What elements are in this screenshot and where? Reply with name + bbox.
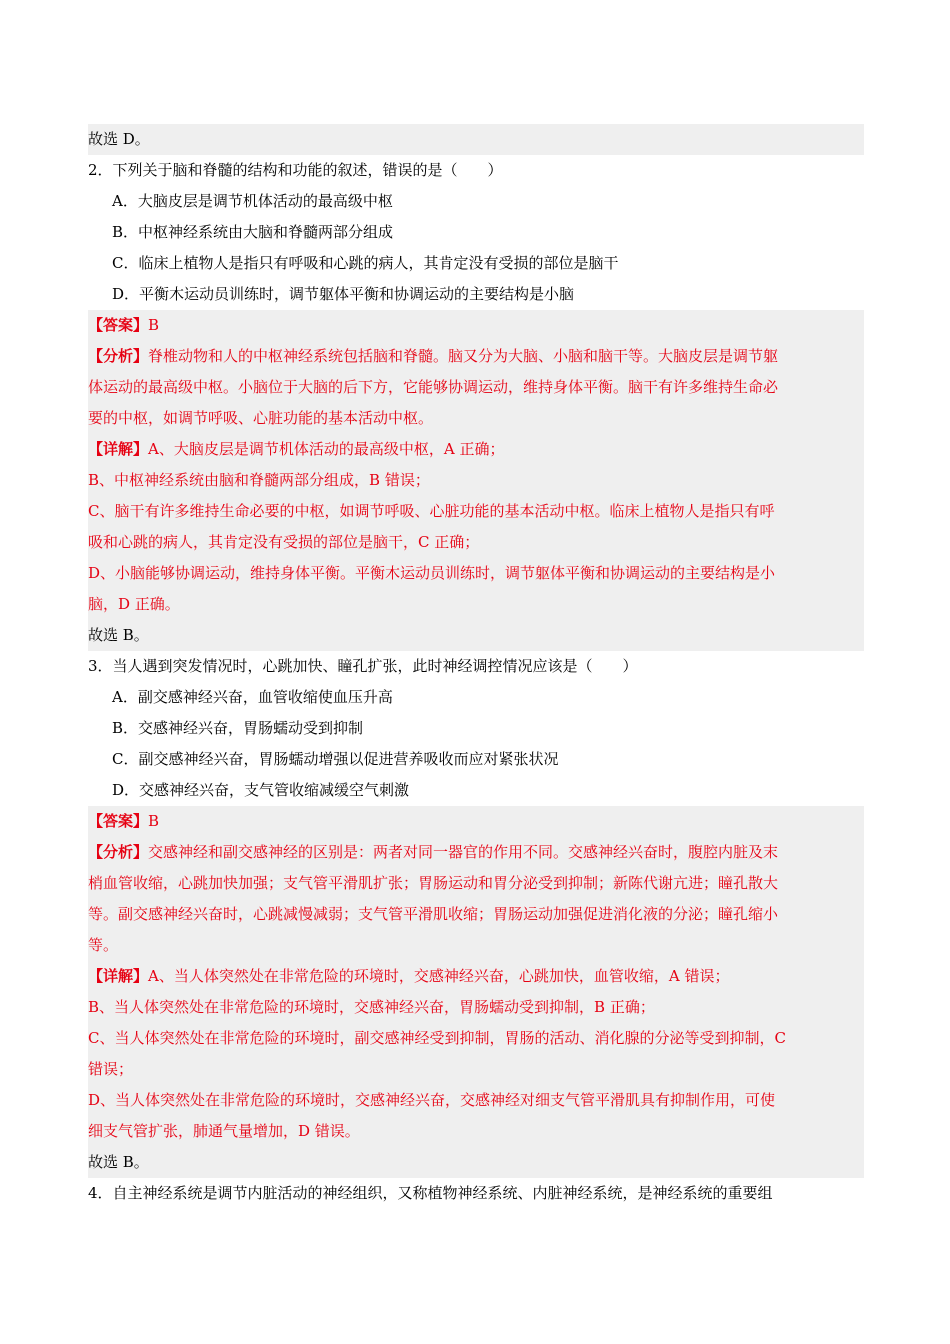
- question-2-detail-line: C、脑干有许多维持生命必要的中枢，如调节呼吸、心脏功能的基本活动中枢。临床上植物人是指只有呼: [88, 502, 775, 520]
- question-3-option-a: A．副交感神经兴奋，血管收缩使血压升高: [112, 688, 393, 706]
- question-2-conclusion: 故选 B。: [88, 626, 149, 644]
- question-2-option-a: A．大脑皮层是调节机体活动的最高级中枢: [112, 192, 393, 210]
- question-3-stem: 3．当人遇到突发情况时，心跳加快、瞳孔扩张，此时神经调控情况应该是（ ）: [88, 657, 638, 675]
- detail-tag: 【详解】: [88, 440, 149, 458]
- question-3-analysis-line: 等。副交感神经兴奋时，心跳减慢减弱；支气管平滑肌收缩；胃肠运动加强促进消化液的分泌；瞳孔缩小: [88, 905, 779, 923]
- question-2-option-d: D．平衡木运动员训练时，调节躯体平衡和协调运动的主要结构是小脑: [112, 285, 575, 303]
- q1-solution-tail: [88, 124, 864, 155]
- question-3-option-c: C．副交感神经兴奋，胃肠蠕动增强以促进营养吸收而应对紧张状况: [112, 750, 559, 768]
- question-3-analysis-line: 梢血管收缩，心跳加快加强；支气管平滑肌扩张；胃肠运动和胃分泌受到抑制；新陈代谢亢进；瞳孔散大: [88, 874, 779, 892]
- answer-tag: 【答案】: [88, 316, 149, 334]
- question-2: [88, 155, 864, 310]
- answer-value: B: [148, 316, 160, 334]
- detail-tag: 【详解】: [88, 967, 149, 985]
- question-3-analysis-line: 等。: [88, 936, 119, 954]
- question-2-analysis-line: 要的中枢，如调节呼吸、心脏功能的基本活动中枢。: [88, 409, 434, 427]
- question-2-detail-line: [88, 434, 864, 465]
- answer-tag: 【答案】: [88, 812, 149, 830]
- question-2-solution: [88, 310, 864, 651]
- analysis-tag: 【分析】: [88, 347, 149, 365]
- question-4-stem: 4．自主神经系统是调节内脏活动的神经组织，又称植物神经系统、内脏神经系统，是神经系统的重要组: [88, 1184, 773, 1202]
- answer-value: B: [148, 812, 160, 830]
- question-2-detail-line: 脑，D 正确。: [88, 595, 180, 613]
- analysis-text: 脊椎动物和人的中枢神经系统包括脑和脊髓。脑又分为大脑、小脑和脑干等。大脑皮层是调节躯: [148, 347, 779, 365]
- detail-text: A、当人体突然处在非常危险的环境时，交感神经兴奋，心跳加快，血管收缩，A 错误；: [148, 967, 730, 985]
- question-3: [88, 651, 864, 806]
- question-2-option-c: C．临床上植物人是指只有呼吸和心跳的病人，其肯定没有受损的部位是脑干: [112, 254, 619, 272]
- question-2-analysis-line: [88, 341, 864, 372]
- question-2-analysis-line: 体运动的最高级中枢。小脑位于大脑的后下方，它能够协调运动，维持身体平衡。脑干有许多维持生命必: [88, 378, 779, 396]
- question-2-detail-line: B、中枢神经系统由脑和脊髓两部分组成，B 错误；: [88, 471, 430, 489]
- question-2-detail-line: 吸和心跳的病人，其肯定没有受损的部位是脑干，C 正确；: [88, 533, 480, 551]
- question-3-detail-line: B、当人体突然处在非常危险的环境时，交感神经兴奋，胃肠蠕动受到抑制，B 正确；: [88, 998, 655, 1016]
- q1-conclusion: 故选 D。: [88, 130, 150, 148]
- question-3-solution: [88, 806, 864, 1178]
- question-3-detail-line: 细支气管扩张，肺通气量增加，D 错误。: [88, 1122, 360, 1140]
- question-2-stem: 2．下列关于脑和脊髓的结构和功能的叙述，错误的是（ ）: [88, 161, 503, 179]
- question-3-option-d: D．交感神经兴奋，支气管收缩减缓空气刺激: [112, 781, 410, 799]
- analysis-text: 交感神经和副交感神经的区别是：两者对同一器官的作用不同。交感神经兴奋时，腹腔内脏及末: [148, 843, 779, 861]
- detail-text: A、大脑皮层是调节机体活动的最高级中枢，A 正确；: [148, 440, 505, 458]
- question-4: [88, 1178, 864, 1209]
- page-content: [88, 124, 864, 1209]
- question-3-option-b: B．交感神经兴奋，胃肠蠕动受到抑制: [112, 719, 364, 737]
- question-3-conclusion: 故选 B。: [88, 1153, 149, 1171]
- question-3-detail-line: [88, 961, 864, 992]
- question-2-detail-line: D、小脑能够协调运动，维持身体平衡。平衡木运动员训练时，调节躯体平衡和协调运动的主要结构是小: [88, 564, 776, 582]
- question-3-detail-line: C、当人体突然处在非常危险的环境时，副交感神经受到抑制，胃肠的活动、消化腺的分泌等受到抑制，C: [88, 1029, 786, 1047]
- question-2-answer: [88, 310, 864, 341]
- analysis-tag: 【分析】: [88, 843, 149, 861]
- question-3-analysis-line: [88, 837, 864, 868]
- question-3-detail-line: D、当人体突然处在非常危险的环境时，交感神经兴奋，交感神经对细支气管平滑肌具有抑制作用，可使: [88, 1091, 776, 1109]
- question-3-answer: [88, 806, 864, 837]
- question-3-detail-line: 错误；: [88, 1060, 134, 1078]
- question-2-option-b: B．中枢神经系统由大脑和脊髓两部分组成: [112, 223, 394, 241]
